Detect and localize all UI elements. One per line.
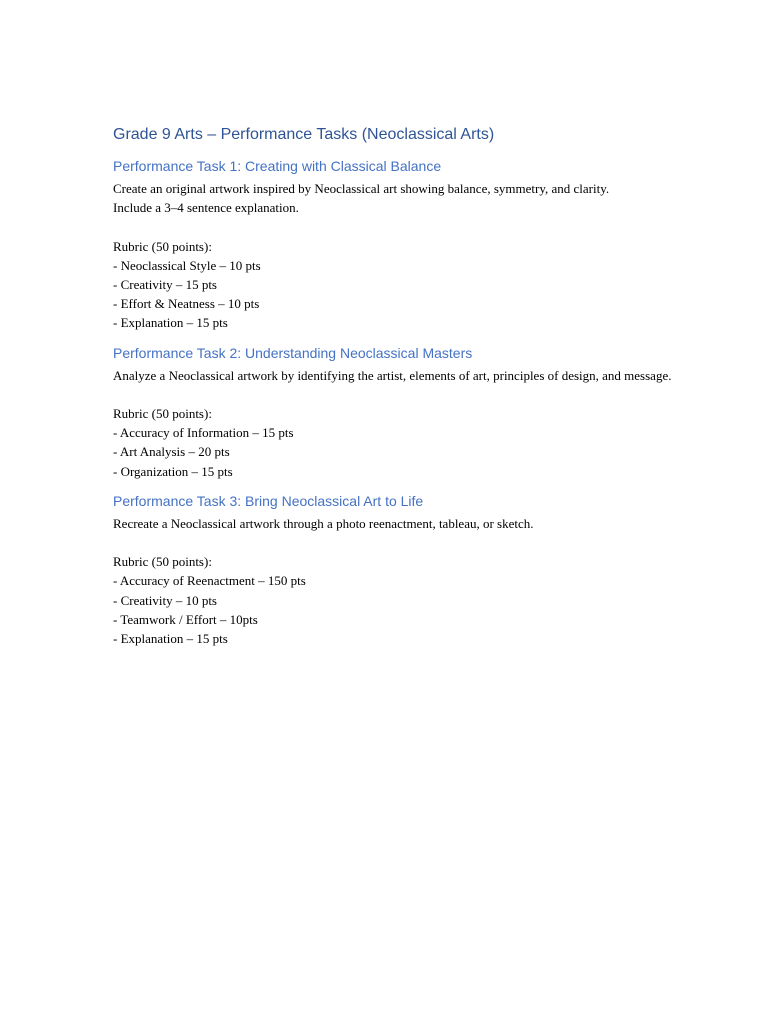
- spacer: [113, 385, 673, 404]
- task-heading-3: Performance Task 3: Bring Neoclassical Art to Life: [113, 492, 424, 509]
- task-3-rubric-title: Rubric (50 points):: [113, 554, 212, 570]
- task-3-rubric-item: - Teamwork / Effort – 10pts: [113, 611, 258, 627]
- task-3-rubric-item: - Accuracy of Reenactment – 150 pts: [113, 573, 306, 589]
- task-heading-2: Performance Task 2: Understanding Neoclassical Masters: [113, 344, 473, 361]
- task-3-description-1: Recreate a Neoclassical artwork through a photo reenactment, tableau, or sketch.: [113, 515, 534, 531]
- task-1-rubric-item: - Effort & Neatness – 10 pts: [113, 296, 260, 312]
- task-2-rubric-item: - Organization – 15 pts: [113, 463, 233, 479]
- task-1-rubric-item: - Creativity – 15 pts: [113, 277, 217, 292]
- task-2-description-1: Analyze a Neoclassical artwork by identifying the artist, elements of art, principles of design, and message.: [113, 367, 672, 383]
- task-1-rubric-item: - Neoclassical Style – 10 pts: [113, 257, 261, 273]
- task-1-description-1: Create an original artwork inspired by Neoclassical art showing balance, symmetry, and clarity.: [113, 181, 610, 196]
- task-section-1: [113, 156, 673, 333]
- task-section-3: [113, 491, 673, 648]
- task-2-rubric-item: - Accuracy of Information – 15 pts: [113, 425, 294, 441]
- spacer: [113, 533, 673, 552]
- task-2-rubric-item: - Art Analysis – 20 pts: [113, 444, 230, 460]
- task-1-rubric-item: - Explanation – 15 pts: [113, 315, 228, 331]
- document-page: [113, 124, 673, 658]
- task-2-rubric-title: Rubric (50 points):: [113, 406, 212, 421]
- task-heading-1: Performance Task 1: Creating with Classical Balance: [113, 158, 442, 174]
- task-1-description-2: Include a 3–4 sentence explanation.: [113, 200, 299, 216]
- task-section-2: [113, 343, 673, 481]
- document-title: Grade 9 Arts – Performance Tasks (Neoclassical Arts): [113, 126, 495, 143]
- task-3-rubric-item: - Explanation – 15 pts: [113, 631, 228, 647]
- task-3-rubric-item: - Creativity – 10 pts: [113, 592, 217, 608]
- task-1-rubric-title: Rubric (50 points):: [113, 238, 212, 254]
- spacer: [113, 217, 673, 236]
